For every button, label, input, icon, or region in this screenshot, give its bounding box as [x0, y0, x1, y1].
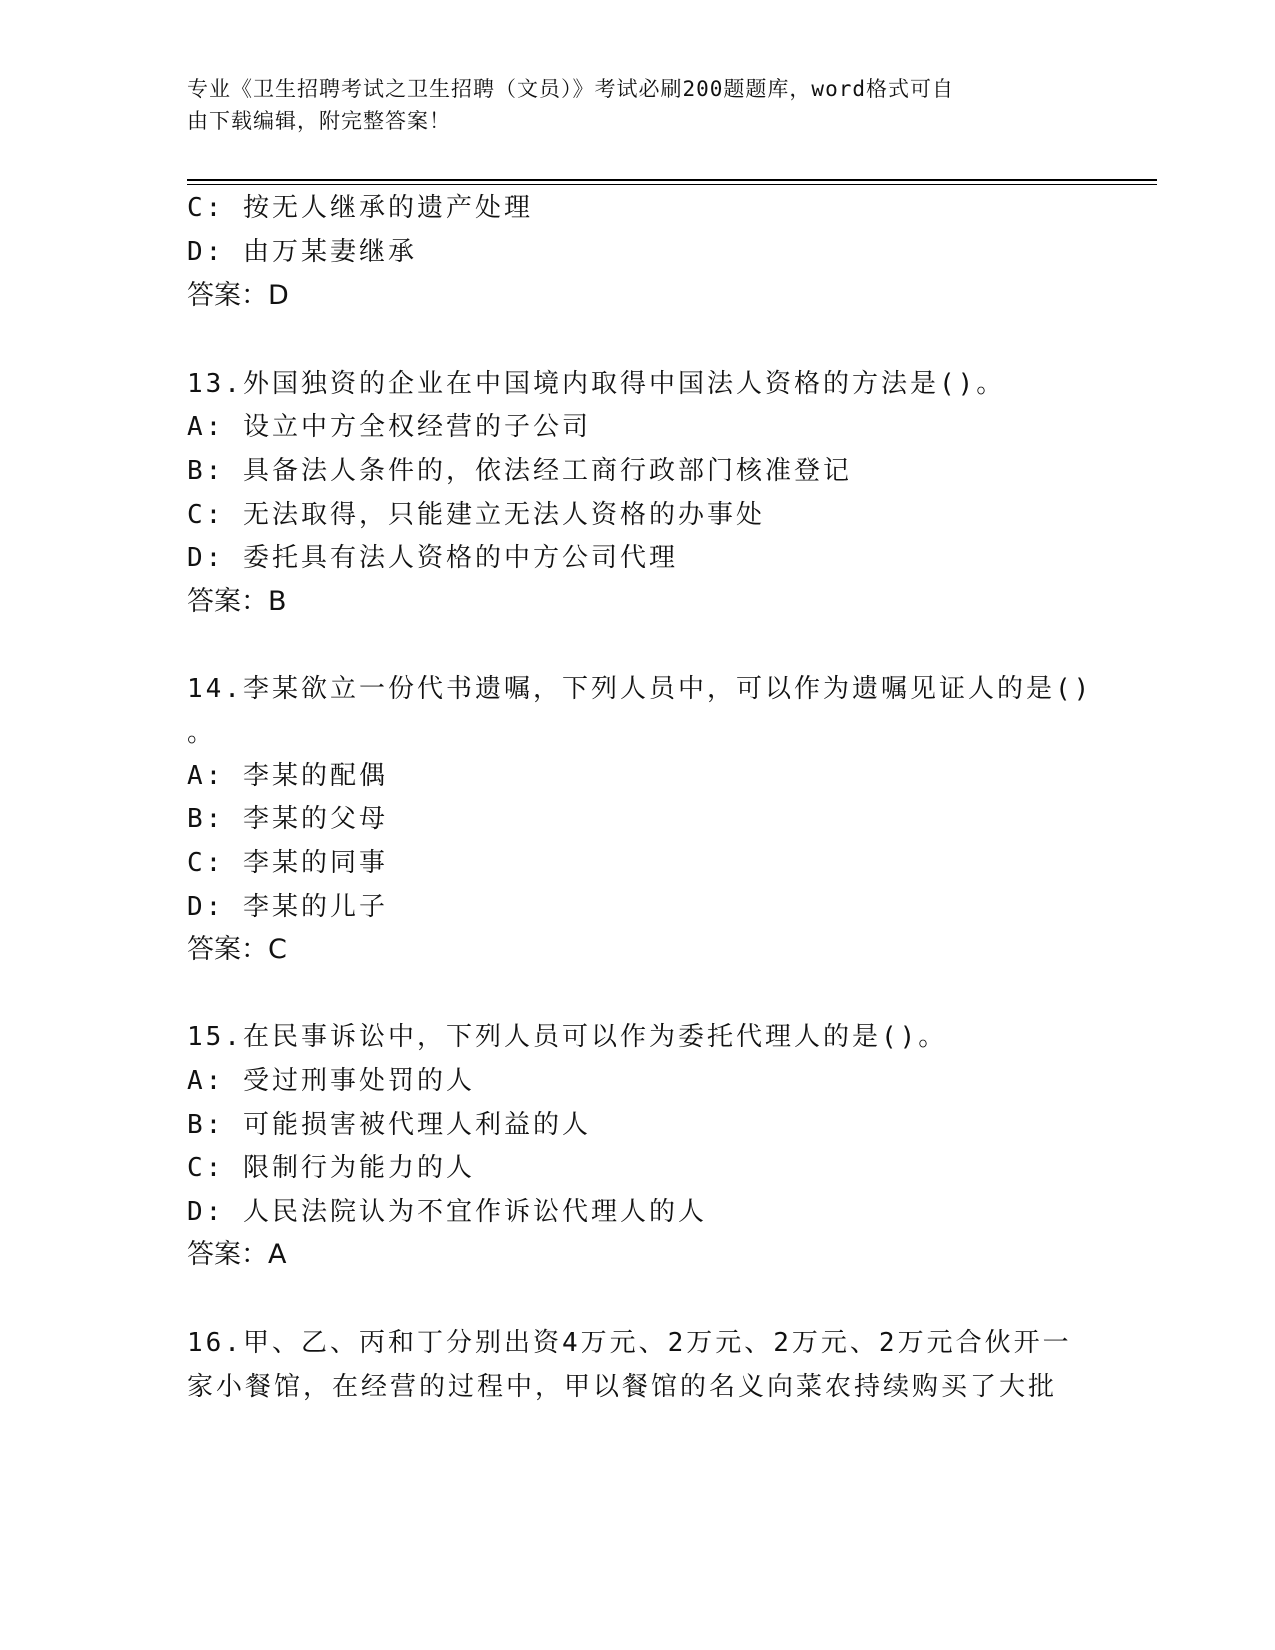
q15-option-a: A: 受过刑事处罚的人 — [187, 1066, 475, 1096]
q14-option-b: B: 李某的父母 — [187, 804, 388, 834]
q15-stem: 15.在民事诉讼中，下列人员可以作为委托代理人的是()。 — [187, 1022, 948, 1052]
q14-option-a: A: 李某的配偶 — [187, 761, 388, 791]
q13-option-d: D: 委托具有法人资格的中方公司代理 — [187, 543, 678, 573]
header-line-1: 专业《卫生招聘考试之卫生招聘（文员）》考试必刷200题题库，word格式可自 — [187, 77, 954, 101]
q15-answer: 答案：A — [187, 1239, 287, 1270]
q14-stem-line-1: 14.李某欲立一份代书遗嘱，下列人员中，可以作为遗嘱见证人的是() — [187, 674, 1093, 704]
q12-option-d: D: 由万某妻继承 — [187, 237, 417, 267]
header-divider-thick — [187, 179, 1157, 181]
q13-option-b: B: 具备法人条件的，依法经工商行政部门核准登记 — [187, 456, 852, 486]
q12-option-c: C: 按无人继承的遗产处理 — [187, 193, 533, 223]
q13-stem: 13.外国独资的企业在中国境内取得中国法人资格的方法是()。 — [187, 369, 1006, 399]
q12-answer: 答案：D — [187, 280, 289, 311]
header-line-2: 由下载编辑，附完整答案！ — [187, 109, 451, 133]
q15-option-d: D: 人民法院认为不宜作诉讼代理人的人 — [187, 1197, 707, 1227]
document-header — [187, 73, 1067, 137]
q13-answer: 答案：B — [187, 586, 287, 617]
q13-option-c: C: 无法取得，只能建立无法人资格的办事处 — [187, 500, 765, 530]
q14-answer: 答案：C — [187, 934, 287, 965]
q14-option-d: D: 李某的儿子 — [187, 892, 388, 922]
q16-stem-line-2: 家小餐馆，在经营的过程中，甲以餐馆的名义向菜农持续购买了大批 — [187, 1372, 1058, 1402]
q13-option-a: A: 设立中方全权经营的子公司 — [187, 412, 591, 442]
q14-stem-line-2: 。 — [187, 718, 217, 748]
header-divider-thin — [187, 184, 1157, 185]
q14-option-c: C: 李某的同事 — [187, 848, 388, 878]
q15-option-c: C: 限制行为能力的人 — [187, 1153, 475, 1183]
q16-stem-line-1: 16.甲、乙、丙和丁分别出资4万元、2万元、2万元、2万元合伙开一 — [187, 1328, 1072, 1358]
q15-option-b: B: 可能损害被代理人利益的人 — [187, 1110, 591, 1140]
